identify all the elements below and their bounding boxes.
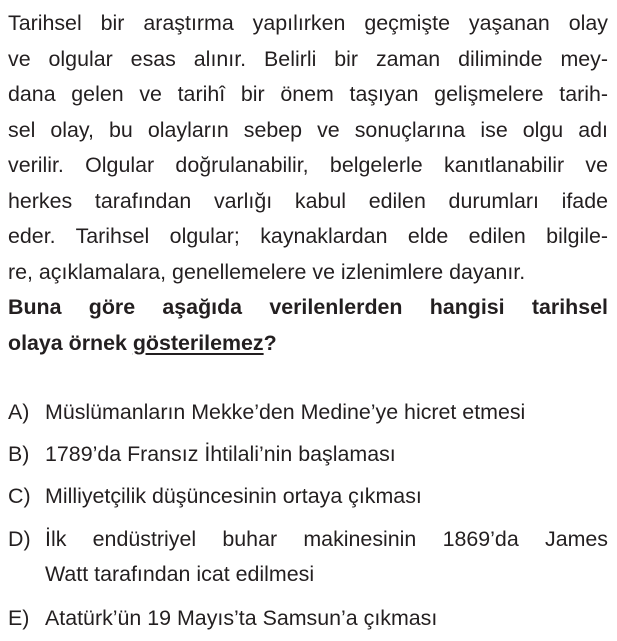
answer-option-a[interactable] xyxy=(8,395,608,431)
question-passage xyxy=(8,6,608,290)
passage-line: dana gelen ve tarihî bir önem taşıyan gelişmelere tarih- xyxy=(8,82,608,106)
question-line-1: Buna göre aşağıda verilenlerden hangisi tarihsel xyxy=(8,295,608,319)
option-text-line: 1789’da Fransız İhtilali’nin başlaması xyxy=(45,441,396,466)
answer-options xyxy=(8,395,608,636)
answer-option-e[interactable] xyxy=(8,601,608,637)
passage-line: eder. Tarihsel olgular; kaynaklardan elde edilen bilgile- xyxy=(8,224,608,248)
option-letter: C) xyxy=(8,484,31,508)
question-prefix: olaya örnek xyxy=(8,330,133,355)
passage-line: ve olgular esas alınır. Belirli bir zaman diliminde mey- xyxy=(8,46,608,71)
passage-line: re, açıklamalara, genellemelere ve izlenimlere dayanır. xyxy=(8,259,526,284)
option-text-line: Atatürk’ün 19 Mayıs’ta Samsun’a çıkması xyxy=(45,605,438,630)
passage-line: Tarihsel bir araştırma yapılırken geçmişte yaşanan olay xyxy=(8,11,608,35)
option-letter: E) xyxy=(8,605,30,630)
question-stem xyxy=(8,290,608,361)
question-page xyxy=(8,6,608,630)
option-text xyxy=(45,437,608,473)
option-text-line: Müslümanların Mekke’den Medine’ye hicret etmesi xyxy=(45,400,526,424)
answer-option-c[interactable] xyxy=(8,479,608,515)
passage-line: verilir. Olgular doğrulanabilir, belgelerle kanıtlanabilir ve xyxy=(8,153,608,177)
option-text xyxy=(45,522,608,593)
option-letter: D) xyxy=(8,526,31,551)
option-text-line: Watt tarafından icat edilmesi xyxy=(45,562,315,586)
option-text-line: İlk endüstriyel buhar makinesinin 1869’da James xyxy=(45,526,608,551)
question-line-2 xyxy=(8,326,608,362)
option-text-line: Milliyetçilik düşüncesinin ortaya çıkması xyxy=(45,484,422,508)
question-emphasis: gösterilemez xyxy=(132,330,264,355)
option-text xyxy=(45,601,608,637)
option-text xyxy=(45,479,608,515)
option-letter: B) xyxy=(8,441,30,466)
answer-option-b[interactable] xyxy=(8,437,608,473)
passage-line: sel olay, bu olayların sebep ve sonuçlarına ise olgu adı xyxy=(8,117,608,142)
passage-line: herkes tarafından varlığı kabul edilen durumları ifade xyxy=(8,188,608,213)
answer-option-d[interactable] xyxy=(8,522,608,593)
option-text xyxy=(45,395,608,431)
option-letter: A) xyxy=(8,400,30,424)
question-mark: ? xyxy=(263,330,277,355)
